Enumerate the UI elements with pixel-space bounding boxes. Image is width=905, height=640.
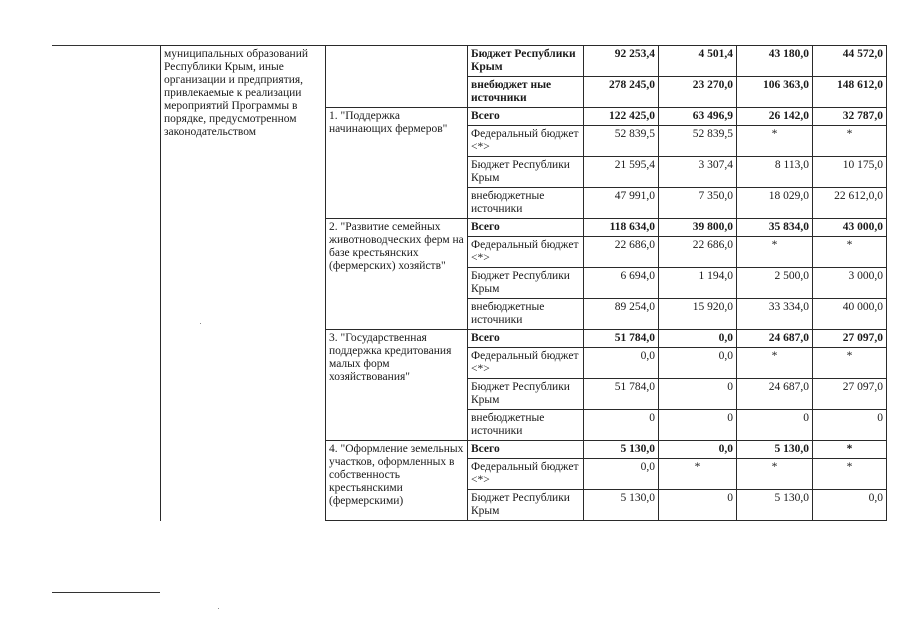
left-margin-rule bbox=[52, 45, 160, 46]
funding-source-cell: Федеральный бюджет <*> bbox=[468, 348, 584, 379]
left-margin-rule-bottom bbox=[52, 592, 160, 593]
value-cell: 43 000,0 bbox=[813, 219, 887, 237]
value-cell: 0,0 bbox=[659, 348, 737, 379]
funding-source-cell: Всего bbox=[468, 441, 584, 459]
value-cell: * bbox=[737, 459, 813, 490]
value-cell: * bbox=[659, 459, 737, 490]
value-cell: 4 501,4 bbox=[659, 46, 737, 77]
value-cell: * bbox=[813, 348, 887, 379]
value-cell: 0 bbox=[659, 379, 737, 410]
funding-source-cell: Всего bbox=[468, 219, 584, 237]
value-cell: 23 270,0 bbox=[659, 77, 737, 108]
value-cell: 63 496,9 bbox=[659, 108, 737, 126]
funding-source-cell: внебюджет ные источники bbox=[468, 77, 584, 108]
value-cell: * bbox=[813, 441, 887, 459]
value-cell: 43 180,0 bbox=[737, 46, 813, 77]
value-cell: 2 500,0 bbox=[737, 268, 813, 299]
funding-source-cell: внебюджетные источники bbox=[468, 299, 584, 330]
value-cell: * bbox=[813, 237, 887, 268]
table-row bbox=[161, 46, 887, 77]
funding-source-cell: Федеральный бюджет <*> bbox=[468, 459, 584, 490]
value-cell: 44 572,0 bbox=[813, 46, 887, 77]
value-cell: 18 029,0 bbox=[737, 188, 813, 219]
value-cell: 3 307,4 bbox=[659, 157, 737, 188]
value-cell: 22 686,0 bbox=[584, 237, 659, 268]
value-cell: 26 142,0 bbox=[737, 108, 813, 126]
value-cell: 106 363,0 bbox=[737, 77, 813, 108]
value-cell: 47 991,0 bbox=[584, 188, 659, 219]
value-cell: 0 bbox=[737, 410, 813, 441]
value-cell: 27 097,0 bbox=[813, 379, 887, 410]
value-cell: 1 194,0 bbox=[659, 268, 737, 299]
value-cell: 5 130,0 bbox=[584, 490, 659, 521]
value-cell: 24 687,0 bbox=[737, 379, 813, 410]
value-cell: * bbox=[813, 126, 887, 157]
funding-source-cell: Бюджет Республики Крым bbox=[468, 268, 584, 299]
funding-source-cell: Федеральный бюджет <*> bbox=[468, 126, 584, 157]
value-cell: 10 175,0 bbox=[813, 157, 887, 188]
funding-source-cell: Бюджет Республики Крым bbox=[468, 379, 584, 410]
value-cell: 89 254,0 bbox=[584, 299, 659, 330]
funding-source-cell: внебюджетные источники bbox=[468, 410, 584, 441]
value-cell: 39 800,0 bbox=[659, 219, 737, 237]
value-cell: 118 634,0 bbox=[584, 219, 659, 237]
value-cell: 5 130,0 bbox=[584, 441, 659, 459]
value-cell: 5 130,0 bbox=[737, 441, 813, 459]
measure-title-cell: 3. "Государственная поддержка кредитования малых форм хозяйствования" bbox=[326, 330, 468, 441]
value-cell: 22 612,0,0 bbox=[813, 188, 887, 219]
value-cell: * bbox=[737, 126, 813, 157]
value-cell: 0,0 bbox=[659, 330, 737, 348]
value-cell: 51 784,0 bbox=[584, 330, 659, 348]
value-cell: * bbox=[737, 237, 813, 268]
value-cell: 122 425,0 bbox=[584, 108, 659, 126]
value-cell: * bbox=[813, 459, 887, 490]
value-cell: 22 686,0 bbox=[659, 237, 737, 268]
value-cell: 92 253,4 bbox=[584, 46, 659, 77]
value-cell: 51 784,0 bbox=[584, 379, 659, 410]
measure-title-cell: 2. "Развитие семейных животноводческих ферм на базе крестьянских (фермерских) хозяйств" bbox=[326, 219, 468, 330]
value-cell: 0 bbox=[813, 410, 887, 441]
value-cell: 52 839,5 bbox=[584, 126, 659, 157]
value-cell: 24 687,0 bbox=[737, 330, 813, 348]
measure-title-cell: 1. "Поддержка начинающих фермеров" bbox=[326, 108, 468, 219]
funding-source-cell: Всего bbox=[468, 330, 584, 348]
funding-source-cell: внебюджетные источники bbox=[468, 188, 584, 219]
value-cell: 33 334,0 bbox=[737, 299, 813, 330]
value-cell: 35 834,0 bbox=[737, 219, 813, 237]
value-cell: 7 350,0 bbox=[659, 188, 737, 219]
funding-source-cell: Бюджет Республики Крым bbox=[468, 157, 584, 188]
value-cell: 3 000,0 bbox=[813, 268, 887, 299]
value-cell: 0,0 bbox=[659, 441, 737, 459]
value-cell: 0 bbox=[584, 410, 659, 441]
funding-source-cell: Федеральный бюджет <*> bbox=[468, 237, 584, 268]
value-cell: 40 000,0 bbox=[813, 299, 887, 330]
value-cell: 8 113,0 bbox=[737, 157, 813, 188]
value-cell: 6 694,0 bbox=[584, 268, 659, 299]
value-cell: 0,0 bbox=[584, 459, 659, 490]
funding-source-cell: Бюджет Республики Крым bbox=[468, 46, 584, 77]
value-cell: 0 bbox=[659, 490, 737, 521]
measure-title-cell bbox=[326, 46, 468, 108]
value-cell: 278 245,0 bbox=[584, 77, 659, 108]
value-cell: 32 787,0 bbox=[813, 108, 887, 126]
value-cell: 52 839,5 bbox=[659, 126, 737, 157]
value-cell: 5 130,0 bbox=[737, 490, 813, 521]
value-cell: 148 612,0 bbox=[813, 77, 887, 108]
value-cell: 0,0 bbox=[813, 490, 887, 521]
value-cell: * bbox=[737, 348, 813, 379]
value-cell: 21 595,4 bbox=[584, 157, 659, 188]
value-cell: 15 920,0 bbox=[659, 299, 737, 330]
funding-source-cell: Бюджет Республики Крым bbox=[468, 490, 584, 521]
program-funding-table bbox=[160, 45, 887, 521]
funding-source-cell: Всего bbox=[468, 108, 584, 126]
participants-description: муниципальных образований Республики Крым, иные организации и предприятия, привлекаемые к реализации мероприятий Программы в порядке, предусмотренном законодательством bbox=[161, 46, 326, 521]
value-cell: 0 bbox=[659, 410, 737, 441]
value-cell: 0,0 bbox=[584, 348, 659, 379]
measure-title-cell: 4. "Оформление земельных участков, оформленных в собственность крестьянскими (фермерскими) bbox=[326, 441, 468, 521]
value-cell: 27 097,0 bbox=[813, 330, 887, 348]
scan-speck bbox=[218, 608, 219, 609]
